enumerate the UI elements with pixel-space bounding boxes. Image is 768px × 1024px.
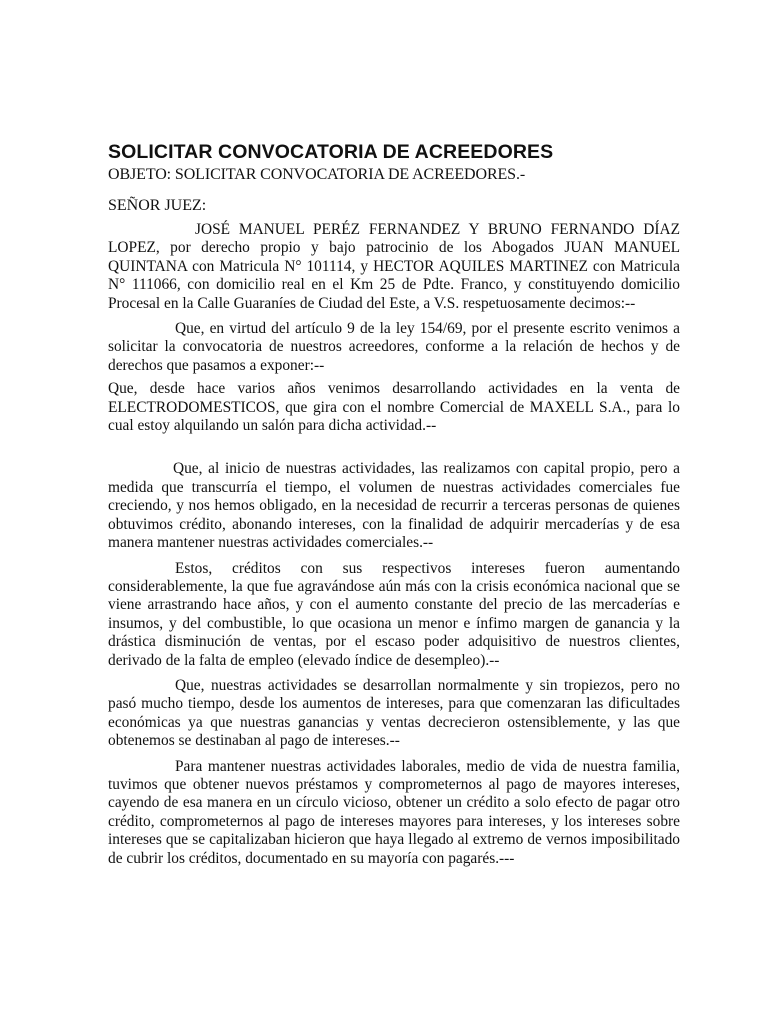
- document-subject: OBJETO: SOLICITAR CONVOCATORIA DE ACREEDORES.-: [108, 166, 526, 183]
- document-title: SOLICITAR CONVOCATORIA DE ACREEDORES: [108, 141, 554, 163]
- paragraph-business: Que, desde hace varios años venimos desarrollando actividades en la venta de ELECTRODOMESTICOS, que gira con el nombre Comercial de MAXELL S.A., para lo cual estoy alquilando un salón para dicha actividad.--: [108, 380, 680, 435]
- paragraph-credit-origin: Que, al inicio de nuestras actividades, las realizamos con capital propio, pero a medida que transcurría el tiempo, el volumen de nuestras actividades comerciales fue creciendo, y nos hemos obligado, en la necesidad de recurrir a terceras personas de quienes obtuvimos crédito, abonando intereses, con la finalidad de adquirir mercaderías y de esa manera mantener nuestras actividades comerciales.--: [108, 460, 680, 552]
- paragraph-loans: Para mantener nuestras actividades laborales, medio de vida de nuestra familia, tuvimos que obtener nuevos préstamos y comprometernos al pago de mayores intereses, cayendo de esa manera en un círculo vicioso, obtener un crédito a solo efecto de pagar otro crédito, comprometernos al pago de intereses mayores para intereses, y los intereses sobre intereses que se capitalizaban hicieron que haya llegado al extremo de vernos imposibilitado de cubrir los créditos, documentado en su mayoría con pagarés.---: [108, 757, 680, 867]
- paragraph-crisis: Estos, créditos con sus respectivos intereses fueron aumentando considerablemente, la que fue agravándose aún más con la crisis económica nacional que se viene arrastrando hace años, y con el aumento constante del precio de las mercaderías e insumos, y del combustible, lo que ocasiona un menor e ínfimo margen de ganancia y la drástica disminución de ventas, por el escaso poder adquisitivo de nuestros clientes, derivado de la falta de empleo (elevado índice de desempleo).--: [108, 559, 680, 669]
- paragraph-difficulties: Que, nuestras actividades se desarrollan normalmente y sin tropiezos, pero no pasó mucho tiempo, desde los aumentos de intereses, para que comenzaran las dificultades económicas ya que nuestras ganancias y ventas decrecieron ostensiblemente, y las que obtenemos se destinaban al pago de intereses.--: [108, 676, 680, 750]
- document-body: [108, 140, 680, 868]
- paragraph-parties: JOSÉ MANUEL PERÉZ FERNANDEZ Y BRUNO FERNANDO DÍAZ LOPEZ, por derecho propio y bajo patrocinio de los Abogados JUAN MANUEL QUINTANA con Matricula N° 101114, y HECTOR AQUILES MARTINEZ con Matricula N° 111066, con domicilio real en el Km 25 de Pdte. Franco, y constituyendo domicilio Procesal en la Calle Guaraníes de Ciudad del Este, a V.S. respetuosamente decimos:--: [108, 221, 680, 312]
- salutation: SEÑOR JUEZ:: [108, 197, 207, 214]
- paragraph-request: Que, en virtud del artículo 9 de la ley 154/69, por el presente escrito venimos a solicitar la convocatoria de nuestros acreedores, conforme a la relación de hechos y de derechos que pasamos a exponer:--: [108, 320, 680, 374]
